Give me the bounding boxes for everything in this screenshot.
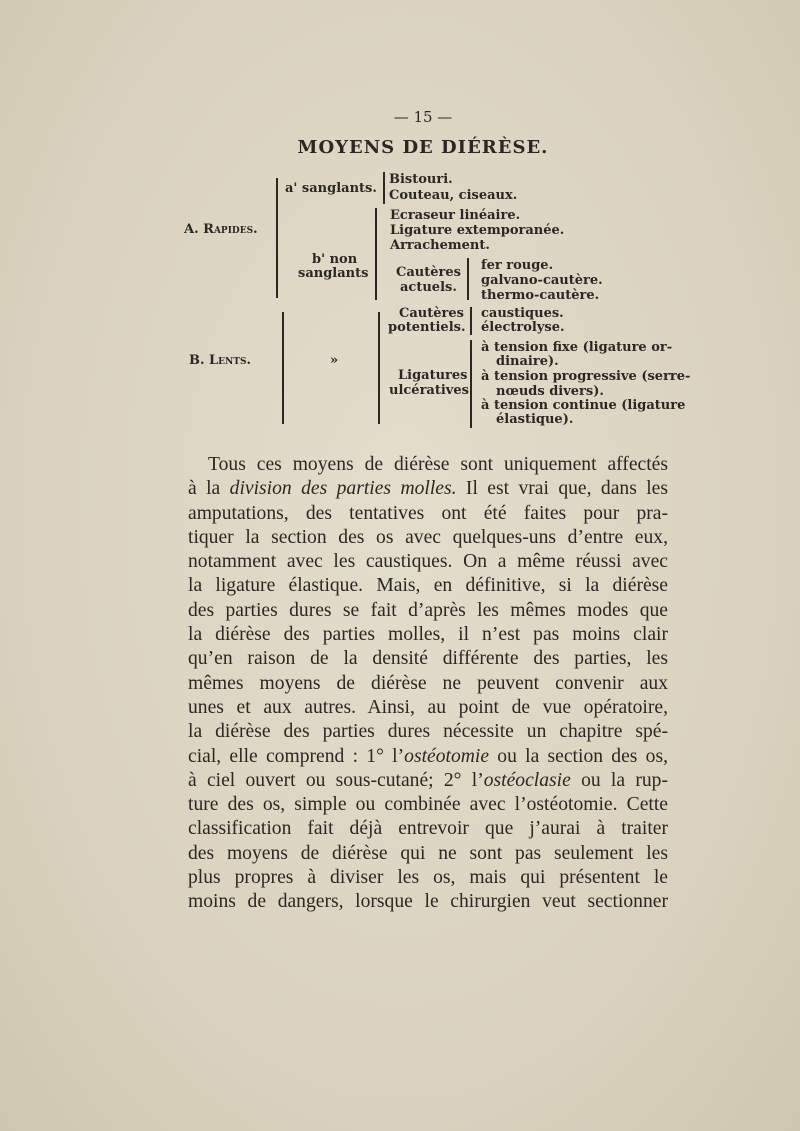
item-tension-fixe-2: dinaire). <box>496 354 559 369</box>
emphasis-text: ostéotomie <box>404 745 490 767</box>
text-line: amputations, des tentatives ont été faites pour pra- <box>188 502 668 524</box>
text-line: la diérèse des parties dures nécessite un chapitre spé- <box>188 721 668 743</box>
text-line: cial, elle comprend : 1° l’ostéotomie ou la section des os, <box>188 745 668 767</box>
text-line: des parties dures se fait d’après les mêmes modes que <box>188 599 668 621</box>
emphasis-text: division des parties molles. <box>229 478 457 500</box>
item-tension-cont-2: élastique). <box>496 412 574 427</box>
text-line: qu’en raison de la densité différente des parties, les <box>188 648 668 670</box>
text-line: à ciel ouvert ou sous-cutané; 2° l’ostéoclasie ou la rup- <box>188 769 668 791</box>
category-b-lents: B. Lents. <box>189 353 251 368</box>
ditto-mark: » <box>330 353 339 368</box>
emphasis-text: ostéoclasie <box>483 769 571 791</box>
item-ligatures: Ligatures <box>398 368 468 383</box>
text-line: mêmes moyens de diérèse ne peuvent convenir aux <box>188 672 668 694</box>
item-tension-cont-1: à tension continue (ligature <box>481 398 686 413</box>
item-electrolyse: électrolyse. <box>481 320 565 335</box>
text-line: ture des os, simple ou combinée avec l’ostéotomie. Cette <box>188 794 668 816</box>
brace-ligatures <box>470 340 472 428</box>
body-paragraph <box>188 453 668 915</box>
item-cauteres: Cautères <box>396 265 461 280</box>
item-tension-fixe-1: à tension fixe (ligature or- <box>481 340 673 355</box>
brace-non-sanglants <box>375 208 377 300</box>
item-ecraseur: Ecraseur linéaire. <box>390 208 521 223</box>
sub-b-non: b' non <box>312 252 358 267</box>
text-line: Tous ces moyens de diérèse sont uniquement affectés <box>208 454 668 475</box>
brace-b <box>282 312 284 424</box>
text-line: unes et aux autres. Ainsi, au point de vue opératoire, <box>188 696 668 718</box>
item-ulceratives: ulcératives <box>389 383 469 398</box>
category-a-rapides: A. Rapides. <box>184 222 258 237</box>
text-line: plus propres à diviser les os, mais qui présentent le <box>188 867 668 889</box>
brace-a <box>276 178 278 298</box>
item-galvano: galvano-cautère. <box>481 273 603 288</box>
item-fer-rouge: fer rouge. <box>481 258 554 273</box>
sub-non-sanglants: sanglants <box>298 266 369 281</box>
sub-sanglants: a' sanglants. <box>285 181 377 196</box>
item-couteau: Couteau, ciseaux. <box>389 188 518 203</box>
text-line: la diérèse des parties molles, il n’est pas moins clair <box>188 624 668 646</box>
text-line: notamment avec les caustiques. On a même réussi avec <box>188 551 668 573</box>
text-line: moins de dangers, lorsque le chirurgien veut sectionner <box>188 891 668 913</box>
text-line: tiquer la section des os avec quelques-uns d’entre eux, <box>188 526 668 548</box>
brace-lents <box>378 312 380 424</box>
text-line: la ligature élastique. Mais, en définitive, si la diérèse <box>188 575 668 597</box>
page-title: MOYENS DE DIÉRÈSE. <box>297 137 549 158</box>
text-line: à la division des parties molles. Il est vrai que, dans les <box>188 478 668 500</box>
item-arrachement: Arrachement. <box>390 238 490 253</box>
page-number: — 15 — <box>393 108 453 126</box>
item-bistouri: Bistouri. <box>389 172 453 187</box>
item-cauteres-potentiels: Cautères <box>399 306 464 321</box>
item-caustiques: caustiques. <box>481 306 564 321</box>
text-line: des moyens de diérèse qui ne sont pas seulement les <box>188 842 668 864</box>
brace-actuels <box>467 258 469 300</box>
item-tension-prog-2: nœuds divers). <box>496 384 604 399</box>
brace-potentiels <box>470 307 472 335</box>
item-potentiels: potentiels. <box>388 320 466 335</box>
item-thermo: thermo-cautère. <box>481 288 600 303</box>
item-actuels: actuels. <box>400 280 457 295</box>
brace-sanglants <box>383 172 385 204</box>
text-line: classification fait déjà entrevoir que j’aurai à traiter <box>188 818 668 840</box>
item-ligature-ext: Ligature extemporanée. <box>390 223 565 238</box>
item-tension-prog-1: à tension progressive (serre- <box>481 369 691 384</box>
